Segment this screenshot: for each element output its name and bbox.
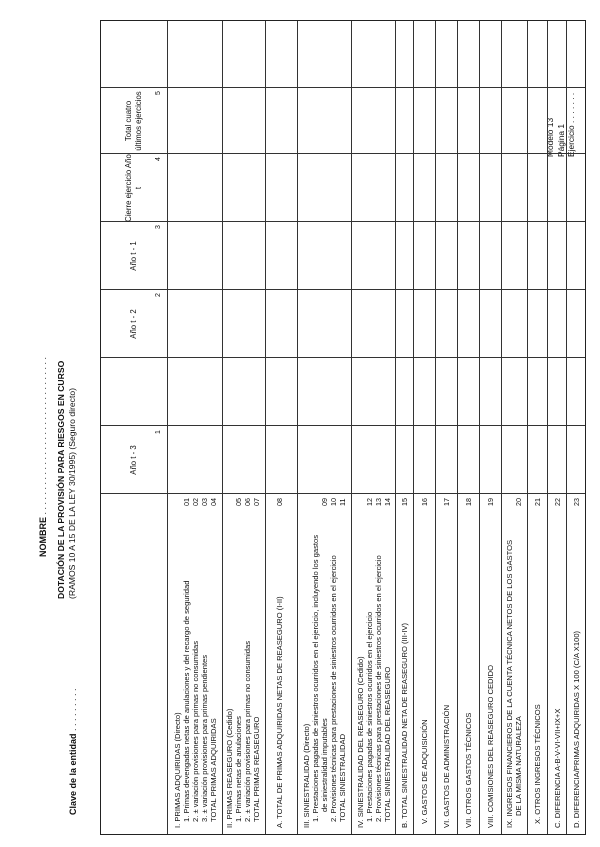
column-divider: [101, 153, 585, 154]
row-code: 09: [320, 498, 329, 506]
row-code: 07: [252, 498, 261, 506]
row-code: 02: [191, 498, 200, 506]
entity-code-label: Clave de la entidad: [68, 733, 78, 815]
form-title: DOTACIÓN DE LA PROVISIÓN PARA RIESGOS EN CURSO: [56, 360, 66, 599]
form-title-block: [56, 361, 78, 599]
row-gastos-administracion: VI. GASTOS DE ADMINISTRACIÓN: [442, 704, 451, 828]
column-number: 2: [155, 293, 162, 297]
column-header-total: Total cuatro últimos ejercicios: [124, 91, 143, 151]
column-divider: [101, 425, 585, 426]
column-divider: [101, 87, 585, 88]
row-code: 11: [338, 498, 347, 506]
row-code: 14: [383, 498, 392, 506]
column-number: 4: [155, 157, 162, 161]
row-code: 12: [365, 498, 374, 506]
row-code: 05: [234, 498, 243, 506]
row-provisiones-tecnicas: 2. Provisiones técnicas para prestaciones de siniestros ocurridos en el ejercicio: [329, 555, 338, 822]
row-code: 17: [442, 498, 451, 506]
form-subtitle: (RAMOS 10 A 15 DE LA LEY 30/1995) (Seguro directo): [67, 388, 77, 599]
row-separator: [413, 21, 414, 834]
row-variacion-no-consumidas: 2. ± variación provisiones para primas no consumidas: [191, 640, 200, 822]
row-total-primas-reaseguro: TOTAL PRIMAS REASEGURO: [252, 716, 261, 822]
row-gastos-imputables: de siniestralidad imputables: [320, 718, 329, 812]
row-siniestralidad-heading: III. SINIESTRALIDAD (Directo): [302, 723, 311, 828]
row-code: 19: [486, 498, 495, 506]
row-code: 20: [514, 498, 523, 506]
fiscal-year-label: Ejercicio: [566, 125, 576, 157]
row-separator: [547, 21, 548, 834]
row-diferencia-porcentaje: D. DIFERENCIA/PRIMAS ADQUIRIDAS X 100 (C/A X100): [572, 630, 581, 828]
page-number: Página 1: [555, 123, 566, 157]
row-primas-devengadas: 1. Primas devengadas netas de anulaciones y del recargo de seguridad: [182, 580, 191, 822]
column-divider: [101, 221, 585, 222]
row-code: 21: [533, 498, 542, 506]
row-primas-adquiridas-heading: I. PRIMAS ADQUIRIDAS (Directo): [173, 712, 182, 828]
row-total-primas-adquiridas: TOTAL PRIMAS ADQUIRIDAS: [209, 718, 218, 822]
entity-code-field: [68, 688, 78, 815]
column-header-year-t1: Año t - 1: [129, 241, 138, 271]
column-number: 1: [155, 430, 162, 434]
row-code: 10: [329, 498, 338, 506]
row-code: 08: [275, 498, 284, 506]
row-siniestralidad-reaseguro-heading: IV. SINIESTRALIDAD DEL REASEGURO (Cedido): [356, 656, 365, 828]
row-total-primas-netas: A. TOTAL DE PRIMAS ADQUIRIDAS NETAS DE REASEGURO (I-II): [275, 596, 284, 828]
row-code: 13: [374, 498, 383, 506]
row-comisiones-reaseguro: VIII. COMISIONES DEL REASEGURO CEDIDO: [486, 664, 495, 828]
row-separator: [501, 21, 502, 834]
row-total-siniestralidad-neta: B. TOTAL SINIESTRALIDAD NETA DE REASEGURO (III-IV): [400, 622, 409, 828]
row-separator: [479, 21, 480, 834]
row-separator: [395, 21, 396, 834]
row-separator: [351, 21, 352, 834]
header-separator: [167, 21, 168, 834]
row-code: 15: [400, 498, 409, 506]
row-prestaciones-pagadas: 1. Prestaciones pagadas de siniestros ocurridos en el ejercicio, incluyendo los gastos: [311, 534, 320, 822]
row-separator: [265, 21, 266, 834]
row-diferencia: C. DIFERENCIA A-B-V-VI-VII+IX+X: [553, 708, 562, 828]
row-separator: [222, 21, 223, 834]
row-primas-reaseguro-heading: II. PRIMAS REASEGURO (Cedido): [225, 708, 234, 828]
row-code: 16: [420, 498, 429, 506]
row-code: 06: [243, 498, 252, 506]
row-code: 22: [553, 498, 562, 506]
row-code: 03: [200, 498, 209, 506]
row-otros-gastos-tecnicos: VII. OTROS GASTOS TÉCNICOS: [464, 712, 473, 828]
row-code: 23: [572, 498, 581, 506]
column-header-year-t3: Año t - 3: [129, 445, 138, 475]
row-ingresos-financieros-cont: DE LA MISMA NATURALEZA: [514, 716, 523, 816]
name-field: [38, 357, 48, 557]
provision-table: [100, 20, 586, 835]
row-code: 01: [182, 498, 191, 506]
row-code: 04: [209, 498, 218, 506]
column-divider: [101, 493, 585, 494]
entity-code-dots: . . . . . . . . .: [68, 688, 78, 731]
row-otros-ingresos: X. OTROS INGRESOS TÉCNICOS: [533, 704, 542, 824]
column-header-year-t: Cierre ejercicio Año t: [124, 154, 143, 222]
name-label: NOMBRE: [38, 517, 48, 557]
fiscal-year-dots: . . . . . . .: [566, 92, 576, 124]
row-total-siniestralidad-reaseguro: TOTAL SINIESTRALIDAD DEL REASEGURO: [383, 666, 392, 822]
row-total-siniestralidad: TOTAL SINIESTRALIDAD: [338, 733, 347, 822]
row-code: 18: [464, 498, 473, 506]
row-variacion-reaseguro: 2. ± variación provisiones para primas no consumidas: [243, 640, 252, 822]
row-ingresos-financieros: IX. INGRESOS FINANCIEROS DE LA CUENTA TÉCNICA NETOS DE LOS GASTOS: [505, 539, 514, 828]
row-separator: [297, 21, 298, 834]
model-number: Modelo 13: [545, 117, 555, 157]
row-primas-netas: 1. Primas netas de anulaciones: [234, 716, 243, 822]
column-number: 3: [155, 225, 162, 229]
column-header-year-t2: Año t - 2: [129, 309, 138, 339]
row-separator: [457, 21, 458, 834]
row-separator: [435, 21, 436, 834]
row-provisiones-reaseguro: 2. Provisiones técnicas para prestaciones de siniestros ocurridos en el ejercicio: [374, 555, 383, 822]
row-separator: [527, 21, 528, 834]
row-separator: [566, 21, 567, 834]
column-number: 5: [155, 91, 162, 95]
column-divider: [101, 289, 585, 290]
name-dots: . . . . . . . . . . . . . . . . . . . . . . . . . . . . . . . .: [38, 356, 48, 515]
row-gastos-adquisicion: V. GASTOS DE ADQUISICIÓN: [420, 719, 429, 824]
row-variacion-pendientes: 3. ± variación provisiones para primas pendientes: [200, 654, 209, 822]
column-divider: [101, 357, 585, 358]
row-prestaciones-reaseguro: 1. Prestaciones pagadas de siniestros ocurridos en el ejercicio: [365, 611, 374, 822]
